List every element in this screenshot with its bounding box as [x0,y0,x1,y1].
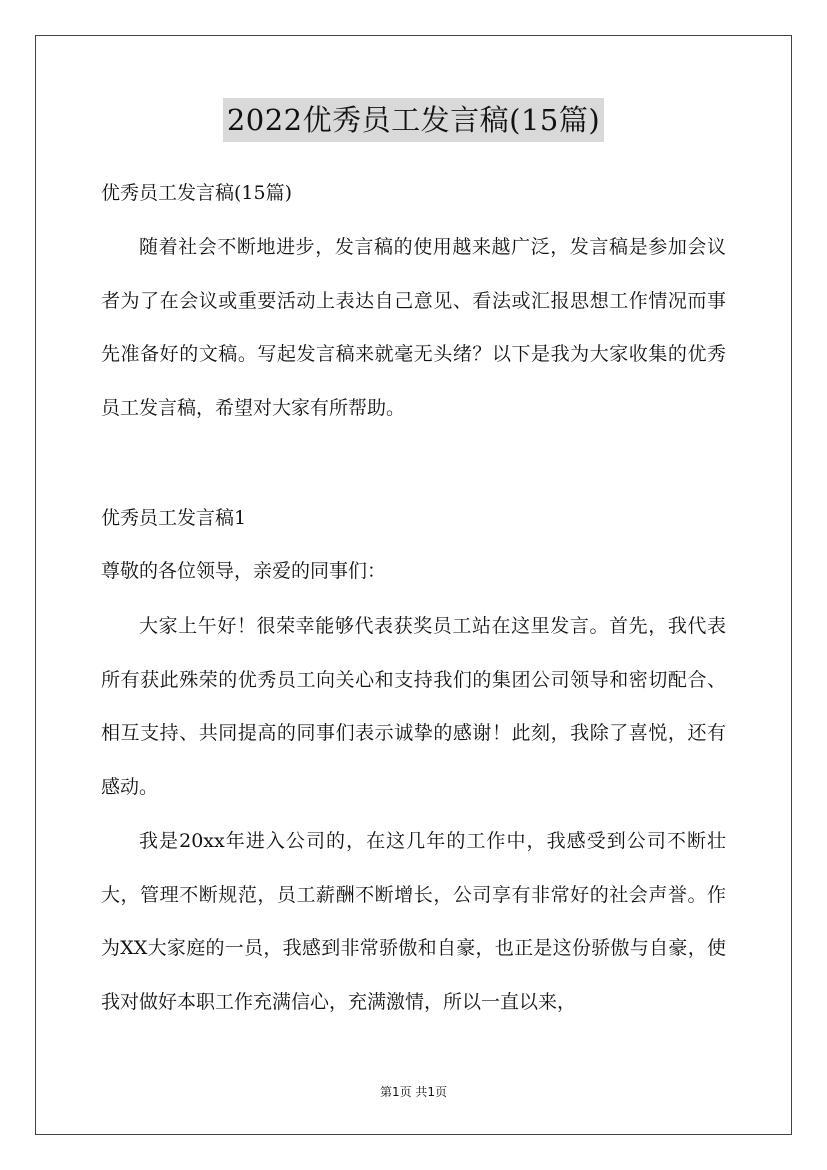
body-paragraph-1: 大家上午好！很荣幸能够代表获奖员工站在这里发言。首先，我代表所有获此殊荣的优秀员工向关心和支持我们的集团公司领导和密切配合、相互支持、共同提高的同事们表示诚挚的感谢！此刻，我除了喜悦，还有感动。 [101,615,726,798]
title-container [0,98,827,142]
body-paragraph-2: 我是20xx年进入公司的，在这几年的工作中，我感受到公司不断壮大，管理不断规范，员工薪酬不断增长，公司享有非常好的社会声誉。作为XX大家庭的一员，我感到非常骄傲和自豪，也正是这份骄傲与自豪，使我对做好本职工作充满信心，充满激情，所以一直以来， [101,830,726,1013]
page-footer: 第1页 共1页 [379,1085,448,1099]
section-heading: 优秀员工发言稿1 [101,507,247,529]
greeting-line: 尊敬的各位领导，亲爱的同事们： [101,560,387,582]
document-subtitle: 优秀员工发言稿(15篇) [101,182,293,204]
intro-paragraph: 随着社会不断地进步，发言稿的使用越来越广泛，发言稿是参加会议者为了在会议或重要活动上表达自己意见、看法或汇报思想工作情况而事先准备好的文稿。写起发言稿来就毫无头绪？以下是我为大家收集的优秀员工发言稿，希望对大家有所帮助。 [101,236,726,419]
document-title: 2022优秀员工发言稿(15篇) [223,98,604,142]
